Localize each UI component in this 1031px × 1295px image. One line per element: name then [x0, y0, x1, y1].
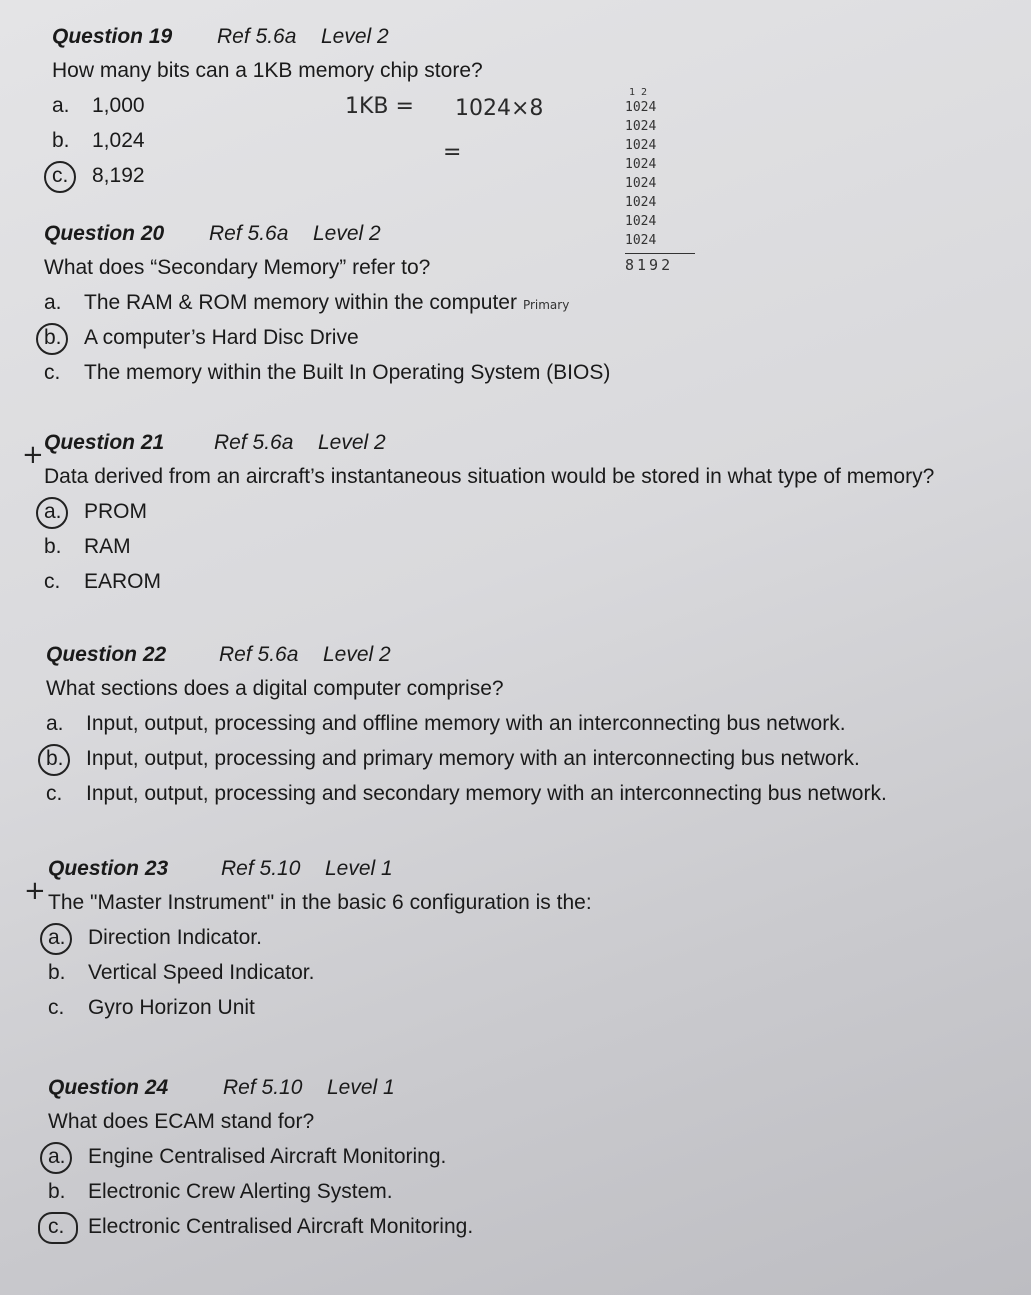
- answer-circle: [36, 497, 68, 529]
- question-header: [46, 640, 887, 670]
- question-text: What does “Secondary Memory” refer to?: [44, 256, 431, 279]
- answer-circle: [40, 923, 72, 955]
- handwritten-equation-left: 1KB =: [345, 94, 414, 119]
- option-text: Input, output, processing and secondary memory with an interconnecting bus network.: [86, 782, 887, 805]
- option-letter: a.: [44, 291, 62, 314]
- option-c[interactable]: [48, 1209, 473, 1244]
- option-letter: a.: [44, 500, 62, 523]
- option-c[interactable]: [44, 564, 934, 599]
- option-letter: a.: [48, 926, 66, 949]
- question-text: How many bits can a 1KB memory chip store?: [52, 59, 483, 82]
- option-b[interactable]: [48, 955, 592, 990]
- answer-circle: [38, 744, 70, 776]
- option-text: 8,192: [92, 164, 145, 187]
- question-number: Question 21: [44, 431, 165, 454]
- option-text: Electronic Crew Alerting System.: [88, 1180, 393, 1203]
- option-b[interactable]: [44, 320, 610, 355]
- option-c[interactable]: [44, 355, 610, 390]
- option-text: 1,000: [92, 94, 145, 117]
- question-level: Level 1: [327, 1076, 395, 1099]
- option-a[interactable]: [44, 494, 934, 529]
- question-text: What does ECAM stand for?: [48, 1110, 315, 1133]
- handwritten-equation-right: 1024×8: [455, 96, 544, 121]
- sum-row: 1024: [625, 138, 657, 153]
- question-ref: Ref 5.10: [221, 857, 301, 880]
- option-b[interactable]: [48, 1174, 473, 1209]
- question-19: [52, 22, 483, 193]
- question-ref: Ref 5.6a: [219, 643, 299, 666]
- option-letter: a.: [52, 94, 70, 117]
- option-a[interactable]: [46, 706, 887, 741]
- option-a[interactable]: [48, 920, 592, 955]
- question-20: [44, 219, 610, 390]
- option-text: 1,024: [92, 129, 145, 152]
- option-a[interactable]: [48, 1139, 473, 1174]
- option-letter: b.: [52, 129, 70, 152]
- answer-circle: [40, 1142, 72, 1174]
- sum-row: 1024: [625, 100, 657, 115]
- question-header: [48, 854, 592, 884]
- option-b[interactable]: [46, 741, 887, 776]
- question-22: [46, 640, 887, 811]
- question-level: Level 2: [321, 25, 389, 48]
- option-text: A computer’s Hard Disc Drive: [84, 326, 359, 349]
- sum-row: 1024: [625, 176, 657, 191]
- option-text: EAROM: [84, 570, 162, 593]
- option-text: The memory within the Built In Operating System (BIOS): [84, 361, 611, 384]
- sum-row: 1024: [625, 157, 657, 172]
- option-text: Vertical Speed Indicator.: [88, 961, 315, 984]
- option-text: Input, output, processing and primary memory with an interconnecting bus network.: [86, 747, 860, 770]
- question-level: Level 2: [318, 431, 386, 454]
- option-letter: b.: [48, 961, 66, 984]
- question-level: Level 2: [313, 222, 381, 245]
- sum-row: 1024: [625, 195, 657, 210]
- sum-carry: 1 2: [629, 87, 648, 98]
- option-letter: c.: [44, 570, 61, 593]
- handwritten-equals: =: [443, 140, 462, 165]
- question-ref: Ref 5.6a: [209, 222, 289, 245]
- option-letter: b.: [48, 1180, 66, 1203]
- option-text: Direction Indicator.: [88, 926, 262, 949]
- cross-mark-icon: +: [22, 440, 44, 470]
- answer-circle: [38, 1212, 78, 1244]
- option-text: Electronic Centralised Aircraft Monitoring.: [88, 1215, 474, 1238]
- question-number: Question 19: [52, 25, 173, 48]
- option-letter: c.: [48, 1215, 65, 1238]
- handwritten-sum: [625, 88, 695, 275]
- question-24: [48, 1073, 473, 1244]
- option-letter: c.: [44, 361, 61, 384]
- question-ref: Ref 5.10: [223, 1076, 303, 1099]
- question-number: Question 22: [46, 643, 167, 666]
- sum-line: [625, 253, 695, 254]
- option-letter: b.: [46, 747, 64, 770]
- option-c[interactable]: [48, 990, 592, 1025]
- option-letter: c.: [46, 782, 63, 805]
- question-number: Question 20: [44, 222, 165, 245]
- answer-circle: [44, 161, 76, 193]
- question-text: What sections does a digital computer comprise?: [46, 677, 504, 700]
- option-text: Input, output, processing and offline memory with an interconnecting bus network.: [86, 712, 846, 735]
- option-letter: c.: [52, 164, 69, 187]
- question-header: [44, 428, 934, 458]
- handwritten-note: Primary: [522, 298, 570, 312]
- question-level: Level 1: [325, 857, 393, 880]
- answer-circle: [36, 323, 68, 355]
- question-text: The "Master Instrument" in the basic 6 configuration is the:: [48, 891, 592, 914]
- option-letter: b.: [44, 326, 62, 349]
- option-text: Engine Centralised Aircraft Monitoring.: [88, 1145, 447, 1168]
- sum-row: 1024: [625, 119, 657, 134]
- question-header: [52, 22, 483, 52]
- option-text: PROM: [84, 500, 147, 523]
- option-letter: c.: [48, 996, 65, 1019]
- sum-row: 1024: [625, 214, 657, 229]
- option-b[interactable]: [52, 123, 483, 158]
- option-text: RAM: [84, 535, 131, 558]
- option-a[interactable]: [44, 285, 610, 320]
- option-b[interactable]: [44, 529, 934, 564]
- option-letter: a.: [48, 1145, 66, 1168]
- question-ref: Ref 5.6a: [214, 431, 294, 454]
- question-23: [48, 854, 592, 1025]
- question-number: Question 24: [48, 1076, 169, 1099]
- cross-mark-icon: +: [24, 876, 46, 906]
- sum-row: 1024: [625, 233, 657, 248]
- option-text: Gyro Horizon Unit: [88, 996, 255, 1019]
- question-ref: Ref 5.6a: [217, 25, 297, 48]
- option-c[interactable]: [46, 776, 887, 811]
- option-a[interactable]: [52, 88, 483, 123]
- option-c[interactable]: [52, 158, 483, 193]
- question-21: [44, 428, 934, 599]
- question-number: Question 23: [48, 857, 169, 880]
- question-text: Data derived from an aircraft’s instantaneous situation would be stored in what type of memory?: [44, 465, 935, 488]
- question-level: Level 2: [323, 643, 391, 666]
- question-header: [44, 219, 610, 249]
- option-letter: b.: [44, 535, 62, 558]
- question-header: [48, 1073, 473, 1103]
- option-letter: a.: [46, 712, 64, 735]
- sum-result: 8192: [625, 256, 674, 274]
- option-text: The RAM & ROM memory within the computer: [84, 291, 517, 314]
